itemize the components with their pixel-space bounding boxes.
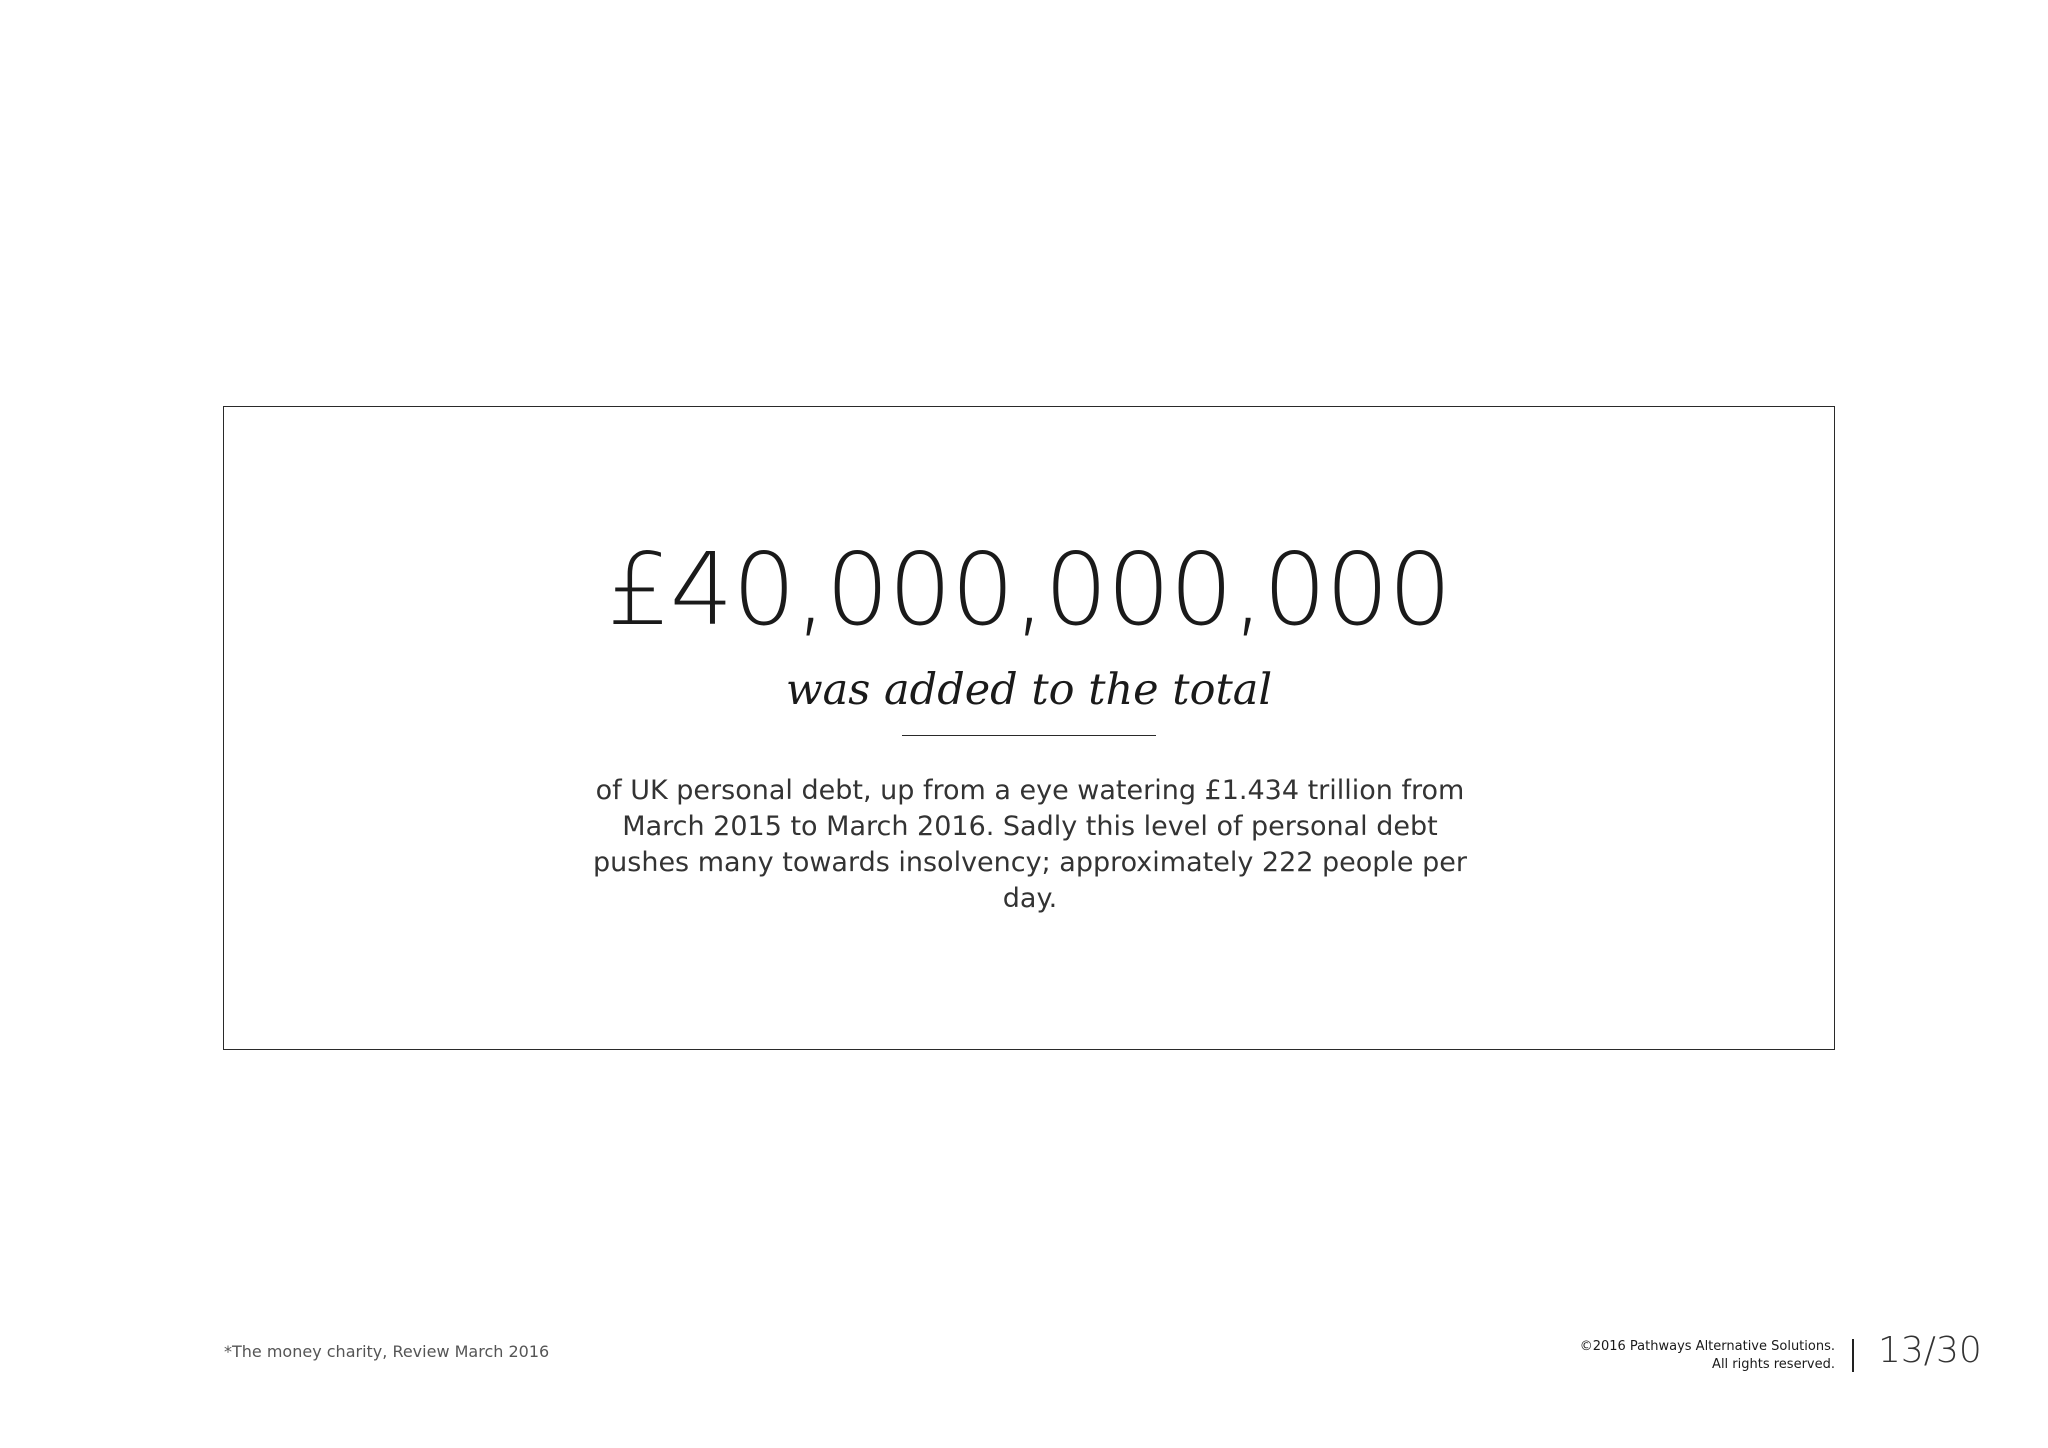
page-number: 13/30 — [1878, 1330, 1982, 1371]
subheading: was added to the total — [785, 665, 1273, 715]
headline-amount: £40,000,000,000 — [607, 531, 1451, 648]
highlight-box — [223, 406, 1835, 1050]
divider-line — [902, 735, 1156, 736]
copyright-notice — [1580, 1338, 1835, 1374]
copyright-line-2: All rights reserved. — [1712, 1357, 1835, 1372]
copyright-line-1: ©2016 Pathways Alternative Solutions. — [1579, 1339, 1835, 1354]
page-separator — [1852, 1339, 1854, 1372]
source-footnote: *The money charity, Review March 2016 — [224, 1342, 550, 1361]
body-paragraph: of UK personal debt, up from a eye watering £1.434 trillion from March 2015 to March 2016. Sadly this level of personal debt pushes many towards insolvency; approximately 222 people per day. — [593, 775, 1467, 914]
